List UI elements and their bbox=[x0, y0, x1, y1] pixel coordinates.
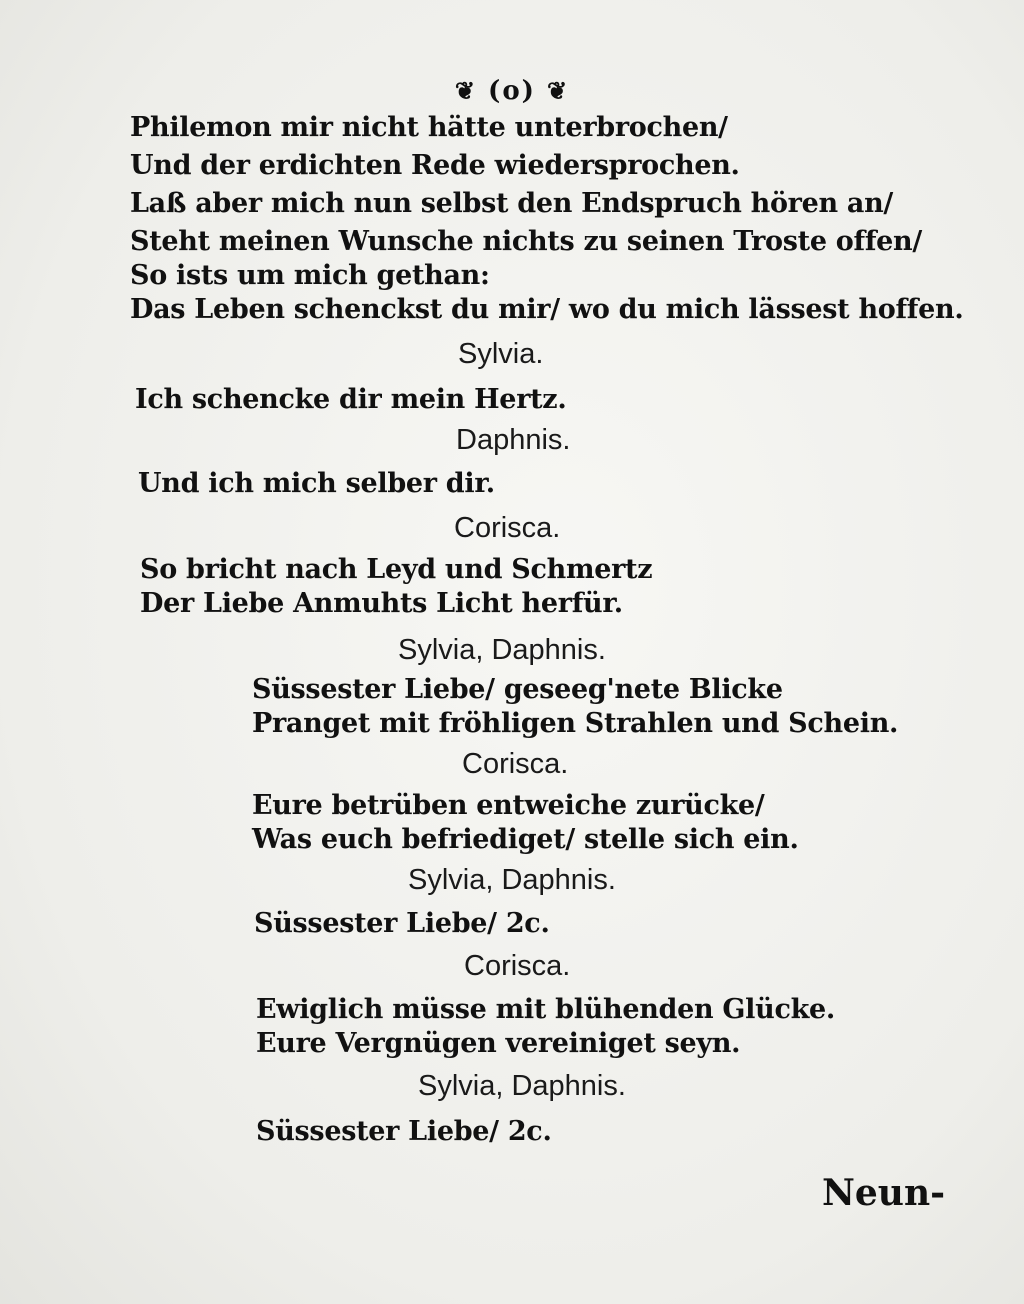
speaker-name: Sylvia, Daphnis. bbox=[418, 1070, 626, 1102]
speaker-name: Sylvia. bbox=[458, 338, 544, 370]
verse-line: So ists um mich gethan: bbox=[130, 260, 490, 291]
verse-line: Süssester Liebe/ 2c. bbox=[256, 1116, 552, 1147]
speaker-name: Sylvia, Daphnis. bbox=[398, 634, 606, 666]
verse-line: Ewiglich müsse mit blühenden Glücke. bbox=[256, 994, 835, 1025]
ornament-left-icon: ❦ bbox=[454, 76, 477, 105]
verse-line: Das Leben schenckst du mir/ wo du mich lässest hoffen. bbox=[130, 294, 964, 325]
speaker-name: Corisca. bbox=[454, 512, 561, 544]
verse-line: Pranget mit fröhligen Strahlen und Schein. bbox=[252, 708, 899, 739]
verse-line: Süssester Liebe/ geseeg'nete Blicke bbox=[252, 674, 783, 705]
catchword: Neun- bbox=[822, 1172, 946, 1214]
verse-line: Laß aber mich nun selbst den Endspruch hören an/ bbox=[130, 188, 893, 219]
page-number: (o) bbox=[488, 76, 536, 106]
ornament-right-icon: ❦ bbox=[547, 76, 570, 105]
verse-line: Philemon mir nicht hätte unterbrochen/ bbox=[130, 112, 728, 143]
verse-line: Der Liebe Anmuhts Licht herfür. bbox=[140, 588, 623, 619]
verse-line: Und ich mich selber dir. bbox=[138, 468, 495, 499]
verse-line: Was euch befriediget/ stelle sich ein. bbox=[252, 824, 799, 855]
verse-line: Süssester Liebe/ 2c. bbox=[254, 908, 550, 939]
speaker-name: Daphnis. bbox=[456, 424, 571, 456]
verse-line: Steht meinen Wunsche nichts zu seinen Troste offen/ bbox=[130, 226, 922, 257]
verse-line: So bricht nach Leyd und Schmertz bbox=[140, 554, 653, 585]
page-header bbox=[0, 76, 1024, 106]
speaker-name: Corisca. bbox=[462, 748, 569, 780]
verse-line: Und der erdichten Rede wiedersprochen. bbox=[130, 150, 740, 181]
verse-line: Eure Vergnügen vereiniget seyn. bbox=[256, 1028, 741, 1059]
speaker-name: Sylvia, Daphnis. bbox=[408, 864, 616, 896]
verse-line: Ich schencke dir mein Hertz. bbox=[135, 384, 567, 415]
speaker-name: Corisca. bbox=[464, 950, 571, 982]
verse-line: Eure betrüben entweiche zurücke/ bbox=[252, 790, 765, 821]
